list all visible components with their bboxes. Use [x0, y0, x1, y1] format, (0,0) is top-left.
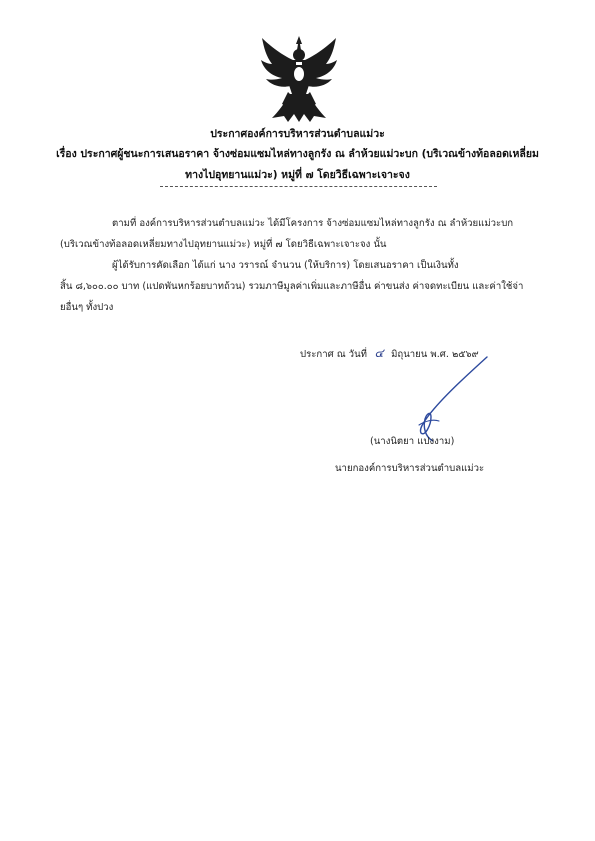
signer-position: นายกองค์การบริหารส่วนตำบลแม่วะ — [335, 463, 485, 474]
body-paragraph-line-1: ตามที่ องค์การบริหารส่วนตำบลแม่วะ ได้มีโครงการ จ้างซ่อมแซมไหล่ทางลูกรัง ณ ลำห้วยแม่วะบก — [112, 218, 514, 229]
subject-line-1: เรื่อง ประกาศผู้ชนะการเสนอราคา จ้างซ่อมแซมไหล่ทางลูกรัง ณ ลำห้วยแม่วะบก (บริเวณข้างท้อลอดเหลี่ยม — [56, 148, 539, 160]
page-title: ประกาศองค์การบริหารส่วนตำบลแม่วะ — [210, 128, 385, 140]
date-prefix: ประกาศ ณ วันที่ — [300, 349, 367, 360]
body-paragraph-line-4: สิ้น ๘,๖๐๐.๐๐ บาท (แปดพันหกร้อยบาทถ้วน) รวมภาษีมูลค่าเพิ่มและภาษีอื่น ค่าขนส่ง ค่าจดทะเบียน และค่าใช้จ่า — [60, 281, 524, 292]
divider-line — [160, 186, 437, 187]
handwritten-signature — [395, 355, 495, 445]
date-day: ๔ — [374, 346, 384, 360]
garuda-emblem-icon — [258, 34, 340, 124]
body-paragraph-line-2: (บริเวณข้างท้อลอดเหลี่ยมทางไปอุทยานแม่วะ) หมู่ที่ ๗ โดยวิธีเฉพาะเจาะจง นั้น — [60, 239, 387, 250]
subject-line-2: ทางไปอุทยานแม่วะ) หมู่ที่ ๗ โดยวิธีเฉพาะเจาะจง — [185, 169, 410, 181]
signer-name: (นางนิตยา แปงงาม) — [370, 436, 455, 447]
body-paragraph-line-3: ผู้ได้รับการคัดเลือก ได้แก่ นาง วรารณ์ จำนวน (ให้บริการ) โดยเสนอราคา เป็นเงินทั้ง — [112, 260, 459, 271]
body-paragraph-line-5: ยอื่นๆ ทั้งปวง — [60, 302, 114, 313]
date-suffix: มิถุนายน พ.ศ. ๒๕๖๙ — [391, 349, 479, 360]
